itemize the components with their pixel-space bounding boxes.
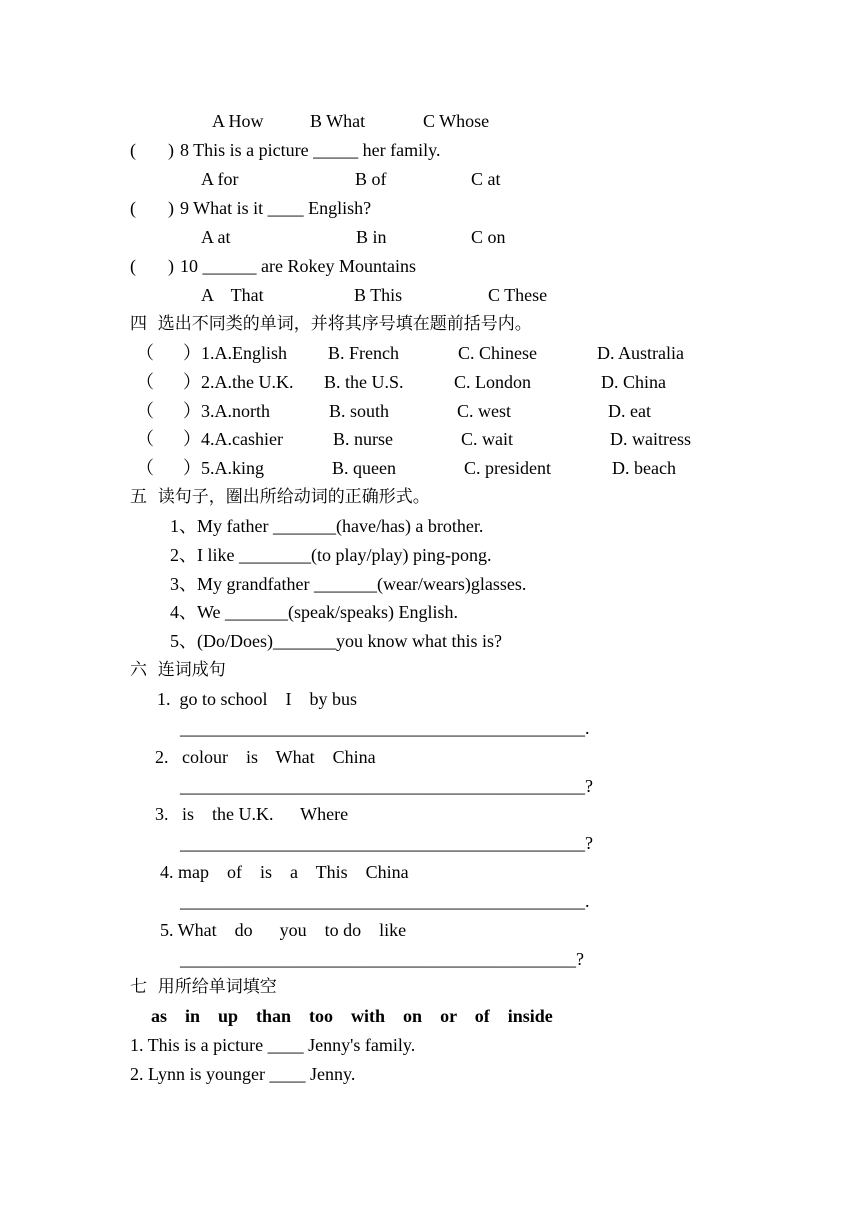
q9-option-b: B in [356, 227, 387, 247]
q10-paren-open: ( [130, 256, 136, 276]
s4-item-4-a: ）4.A.cashier [183, 429, 283, 449]
s5-item-4: 4、We _______(speak/speaks) English. [170, 602, 458, 622]
s4-item-5-a: ）5.A.king [183, 458, 264, 478]
s5-item-1: 1、My father _______(have/has) a brother. [170, 516, 484, 536]
q10-text: 10 ______ are Rokey Mountains [180, 256, 416, 276]
s5-item-5: 5、(Do/Does)_______you know what this is? [170, 631, 502, 651]
s4-item-2-a: ）2.A.the U.K. [183, 372, 294, 392]
s4-item-1-b: B. French [328, 343, 399, 363]
s7-item-1: 1. This is a picture ____ Jenny's family. [130, 1035, 416, 1055]
s7-item-2: 2. Lynn is younger ____ Jenny. [130, 1064, 356, 1084]
s4-item-2-d: D. China [601, 372, 666, 392]
s6-item-1-answer-line: _____________________________________________. [180, 718, 590, 738]
q8-paren-close: ) [168, 140, 174, 160]
s6-item-2-answer-line: _____________________________________________? [180, 776, 593, 796]
s7-word-bank: as in up than too with on or of inside [151, 1006, 553, 1026]
s5-item-2: 2、I like ________(to play/play) ping-pong. [170, 545, 492, 565]
q9-text: 9 What is it ____ English? [180, 198, 372, 218]
section-4-heading: 四 选出不同类的单词，并将其序号填在题前括号内。 [130, 314, 532, 334]
s4-item-3-b: B. south [329, 401, 390, 421]
q8-paren-open: ( [130, 140, 136, 160]
s6-item-3-answer-line: _____________________________________________? [180, 833, 593, 853]
s6-item-2-question: 2. colour is What China [155, 747, 376, 767]
s4-item-1-d: D. Australia [597, 343, 684, 363]
q8-option-a: A for [201, 169, 239, 189]
q8-option-c: C at [471, 169, 501, 189]
s6-item-3-question: 3. is the U.K. Where [155, 804, 349, 824]
section-7-heading: 七 用所给单词填空 [130, 977, 277, 997]
section-5-heading: 五 读句子，圈出所给动词的正确形式。 [130, 487, 430, 507]
s4-item-4-b: B. nurse [333, 429, 393, 449]
s4-item-2-paren: （ [136, 372, 154, 392]
q10-option-a: A That [201, 285, 264, 305]
s5-item-3: 3、My grandfather _______(wear/wears)glasses. [170, 574, 527, 594]
s4-item-5-paren: （ [136, 458, 154, 478]
q10-option-b: B This [354, 285, 403, 305]
q9-option-c: C on [471, 227, 506, 247]
s6-item-5-question: 5. What do you to do like [160, 920, 407, 940]
q7-option-a: A How [212, 111, 264, 131]
s6-item-1-question: 1. go to school I by bus [157, 689, 357, 709]
q7-option-c: C Whose [423, 111, 490, 131]
s4-item-4-paren: （ [136, 429, 154, 449]
s4-item-5-c: C. president [464, 458, 551, 478]
s4-item-1-c: C. Chinese [458, 343, 537, 363]
s6-item-4-question: 4. map of is a This China [160, 862, 409, 882]
q8-option-b: B of [355, 169, 387, 189]
s6-item-4-answer-line: _____________________________________________. [180, 891, 590, 911]
s4-item-4-c: C. wait [461, 429, 513, 449]
s4-item-3-paren: （ [136, 401, 154, 421]
s4-item-3-d: D. eat [608, 401, 651, 421]
q10-paren-close: ) [168, 256, 174, 276]
s6-item-5-answer-line: ____________________________________________? [180, 949, 584, 969]
q8-text: 8 This is a picture _____ her family. [180, 140, 441, 160]
q9-paren-close: ) [168, 198, 174, 218]
s4-item-2-c: C. London [454, 372, 532, 392]
s4-item-2-b: B. the U.S. [324, 372, 404, 392]
s4-item-5-b: B. queen [332, 458, 396, 478]
section-6-heading: 六 连词成句 [130, 660, 226, 680]
q10-option-c: C These [488, 285, 548, 305]
s4-item-3-c: C. west [457, 401, 511, 421]
s4-item-1-a: ）1.A.English [183, 343, 288, 363]
q7-option-b: B What [310, 111, 366, 131]
s4-item-3-a: ）3.A.north [183, 401, 270, 421]
s4-item-1-paren: （ [136, 343, 154, 363]
s4-item-5-d: D. beach [612, 458, 676, 478]
q9-paren-open: ( [130, 198, 136, 218]
s4-item-4-d: D. waitress [610, 429, 691, 449]
q9-option-a: A at [201, 227, 231, 247]
